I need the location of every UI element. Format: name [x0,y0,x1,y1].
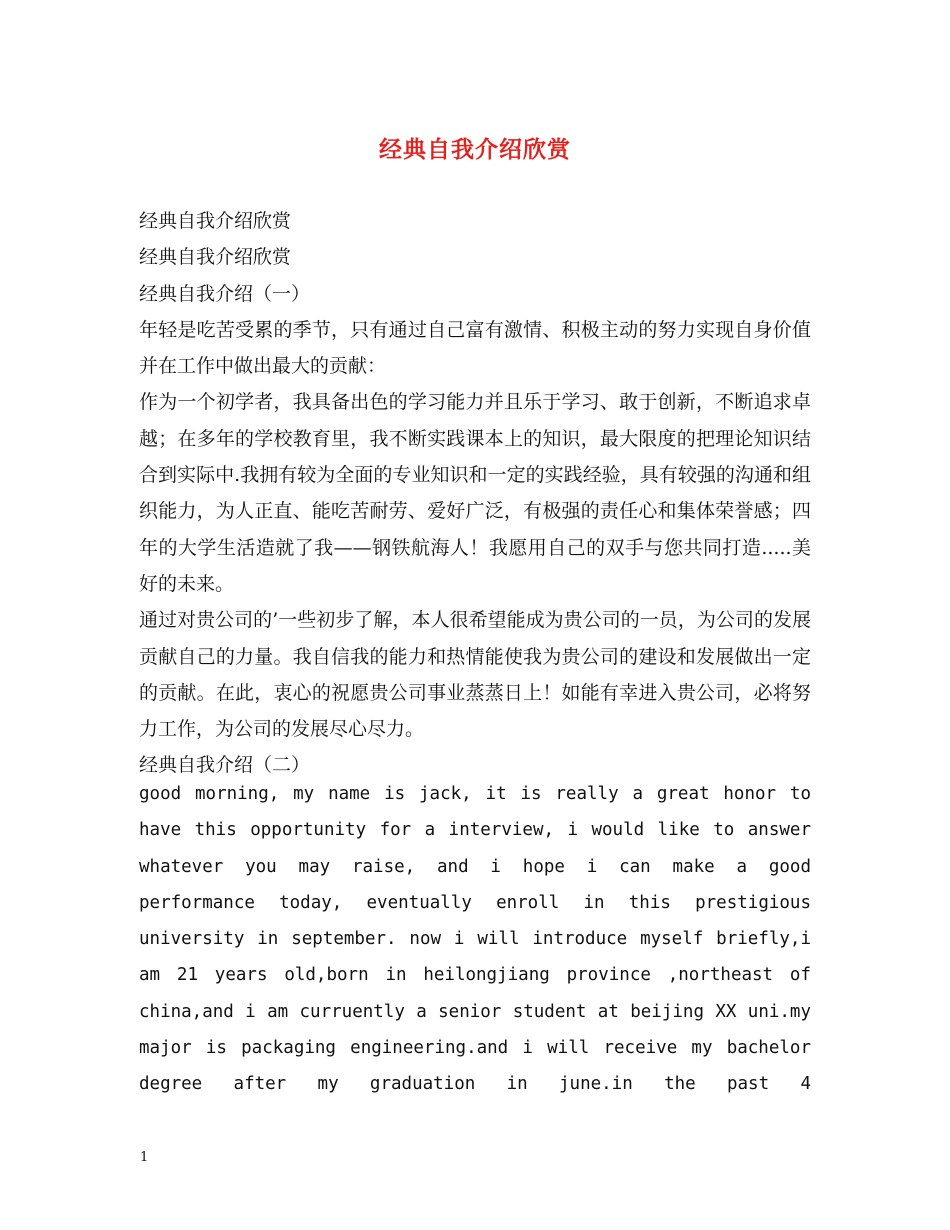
section-heading: 经典自我介绍（二） [139,754,311,777]
paragraph: 经典自我介绍欣赏 [139,210,292,232]
paragraph: 作为一个初学者，我具备出色的学习能力并且乐于学习、敢于创新，不断追求卓越；在多年的学校教育里，我不断实践课本上的知识，最大限度的把理论知识结合到实际中.我拥有较为全面的专业知识和一定的实践经验，具有较强的沟通和组织能力，为人正直、能吃苦耐劳、爱好广泛，有极强的责任心和集体荣誉感；四年的大学生活造就了我——钢铁航海人！我愿用自己的双手与您共同打造.....美好的未来。 [139,391,811,595]
document-body [139,203,811,784]
paragraph: 年轻是吃苦受累的季节，只有通过自己富有激情、积极主动的努力实现自身价值并在工作中做出最大的贡献： [139,318,811,378]
section-heading: 经典自我介绍（一） [139,282,311,305]
english-paragraph: good morning, my name is jack, it is really a great honor to have this opportunity for a interview, i would like to answer whatever you may raise, and i hope i can make a good performance today, eventually enroll in this prestigious university in september. now i will introduce myself briefly,i am 21 years old,born in heilongjiang province ,northeast of china,and i am curruently a senior student at beijing XX uni.my major is packaging engineering.and i will receive my bachelor degree after my graduation in june.in the past 4 [139,784,811,1095]
page-number: 1 [140,1150,149,1165]
paragraph: 通过对贵公司的’一些初步了解，本人很希望能成为贵公司的一员，为公司的发展贡献自己的力量。我自信我的能力和热情能使我为贵公司的建设和发展做出一定的贡献。在此，衷心的祝愿贵公司事业蒸蒸日上！如能有幸进入贵公司，必将努力工作，为公司的发展尽心尽力。 [139,609,811,741]
document-title: 经典自我介绍欣赏 [379,137,571,163]
paragraph: 经典自我介绍欣赏 [139,246,292,269]
